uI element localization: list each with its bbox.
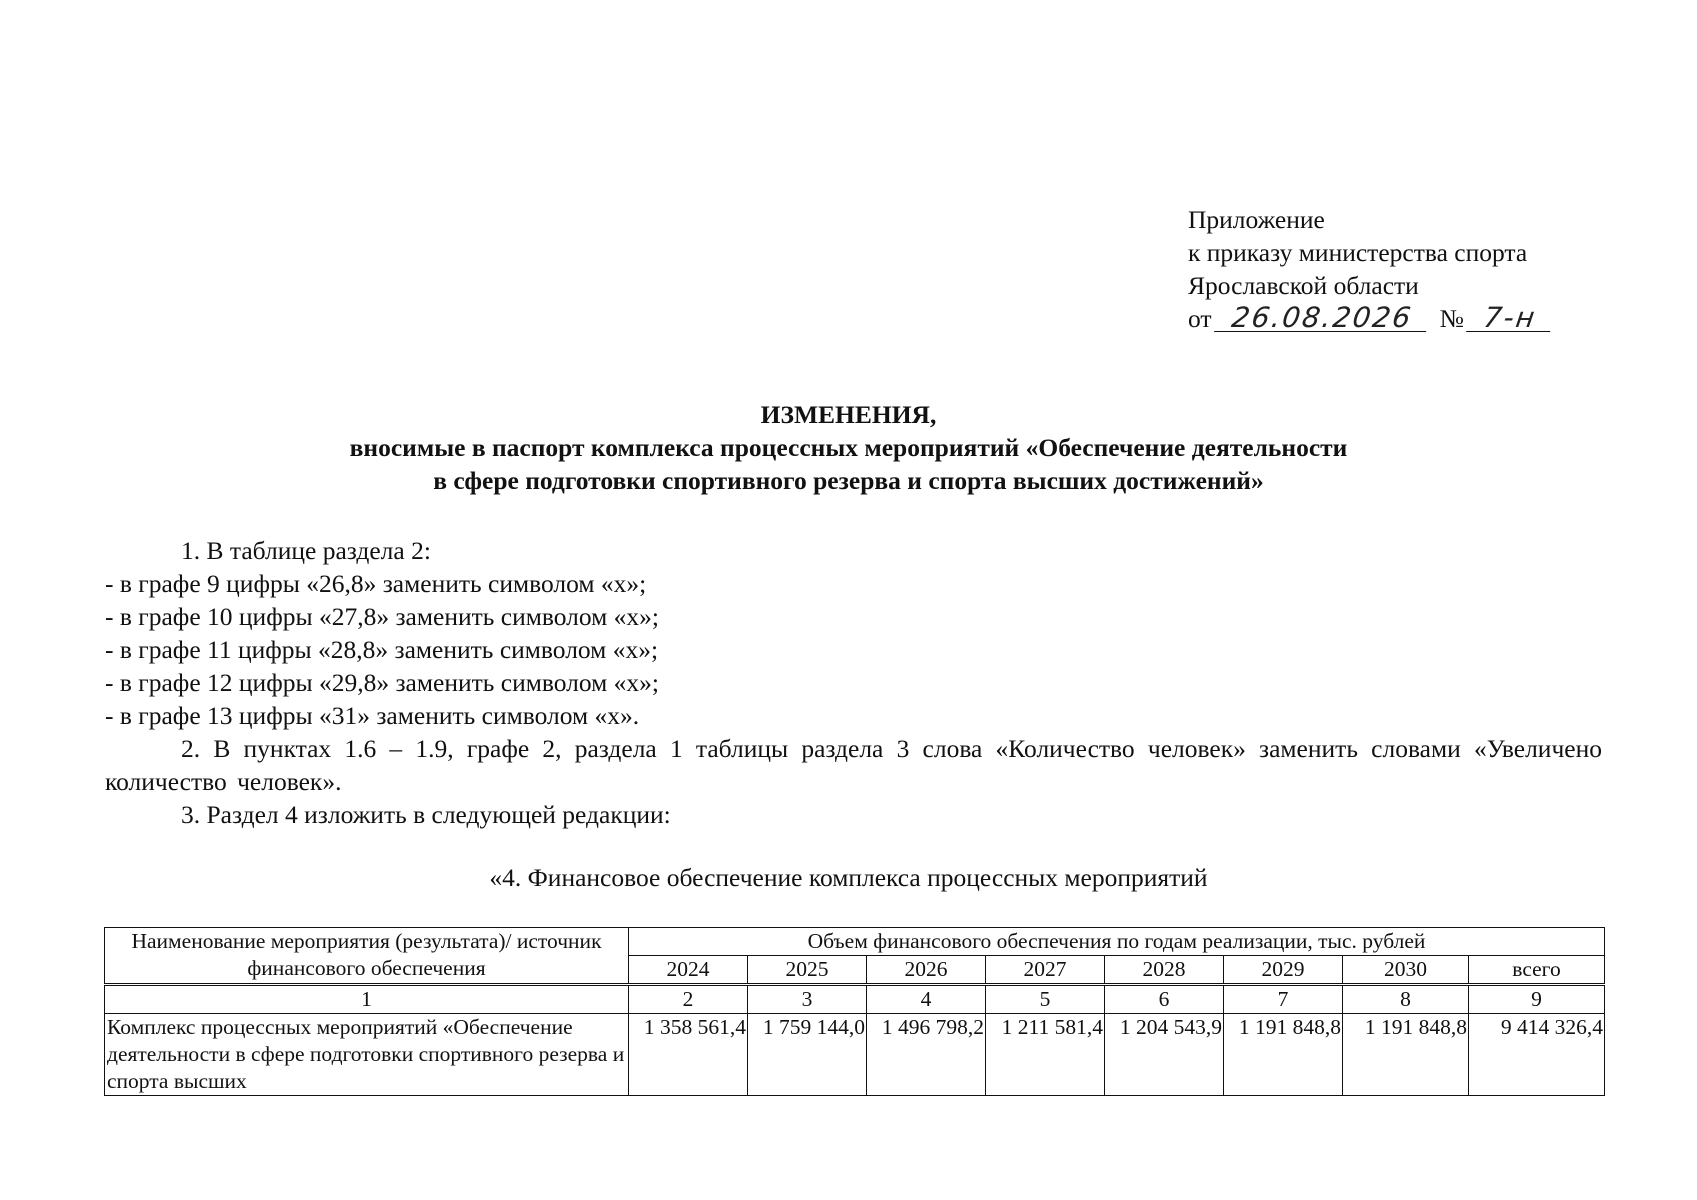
column-number: 7 bbox=[1224, 985, 1343, 1014]
column-number: 2 bbox=[629, 985, 748, 1014]
year-header: 2025 bbox=[748, 956, 867, 985]
volume-column-header: Объем финансового обеспечения по годам реализации, тыс. рублей bbox=[629, 928, 1605, 956]
list-item: - в графе 10 цифры «27,8» заменить символом «х»; bbox=[105, 602, 659, 631]
document-title bbox=[0, 398, 1697, 497]
column-number: 6 bbox=[1105, 985, 1224, 1014]
title-line-2: вносимые в паспорт комплекса процессных мероприятий «Обеспечение деятельности bbox=[349, 433, 1348, 462]
row-name: Комплекс процессных мероприятий «Обеспечение деятельности в сфере подготовки спортивного резерва и спорта высших bbox=[105, 1014, 629, 1096]
column-number: 8 bbox=[1343, 985, 1469, 1014]
column-number: 4 bbox=[867, 985, 986, 1014]
appendix-block bbox=[1188, 203, 1552, 335]
row-value: 1 211 581,4 bbox=[986, 1014, 1105, 1096]
column-numbers-row bbox=[105, 985, 1605, 1014]
list-item: - в графе 13 цифры «31» заменить символом «х». bbox=[105, 701, 640, 730]
row-value: 1 358 561,4 bbox=[629, 1014, 748, 1096]
table-header-row bbox=[105, 928, 1605, 956]
row-value: 9 414 326,4 bbox=[1469, 1014, 1605, 1096]
column-number: 3 bbox=[748, 985, 867, 1014]
handwritten-number: 7-н bbox=[1466, 305, 1554, 332]
title-line-3: в сфере подготовки спортивного резерва и спорта высших достижений» bbox=[433, 466, 1264, 495]
handwritten-date: 26.08.2026 bbox=[1214, 305, 1430, 332]
number-sign: № bbox=[1439, 304, 1464, 333]
column-number: 5 bbox=[986, 985, 1105, 1014]
appendix-line-1: Приложение bbox=[1188, 205, 1325, 234]
from-label: от bbox=[1188, 304, 1212, 333]
row-value: 1 759 144,0 bbox=[748, 1014, 867, 1096]
year-header: 2030 bbox=[1343, 956, 1469, 985]
appendix-line-3: Ярославской области bbox=[1188, 271, 1419, 300]
year-header: 2024 bbox=[629, 956, 748, 985]
column-number: 1 bbox=[105, 985, 629, 1014]
paragraph-1: 1. В таблице раздела 2: bbox=[181, 536, 431, 565]
year-header: 2028 bbox=[1105, 956, 1224, 985]
list-item: - в графе 12 цифры «29,8» заменить символом «х»; bbox=[105, 668, 659, 697]
name-column-header: Наименование мероприятия (результата)/ источник финансового обеспечения bbox=[105, 928, 629, 985]
order-date-number-row bbox=[1188, 302, 1552, 335]
appendix-line-2: к приказу министерства спорта bbox=[1188, 238, 1528, 267]
column-number: 9 bbox=[1469, 985, 1605, 1014]
row-value: 1 204 543,9 bbox=[1105, 1014, 1224, 1096]
row-value: 1 191 848,8 bbox=[1343, 1014, 1469, 1096]
list-item: - в графе 11 цифры «28,8» заменить символом «х»; bbox=[105, 635, 659, 664]
year-header: 2027 bbox=[986, 956, 1105, 985]
section-title: «4. Финансовое обеспечение комплекса процессных мероприятий bbox=[489, 863, 1208, 892]
body-text bbox=[105, 534, 1602, 831]
total-header: всего bbox=[1469, 956, 1605, 985]
paragraph-3: 3. Раздел 4 изложить в следующей редакции: bbox=[181, 800, 671, 829]
table-row bbox=[105, 1014, 1605, 1096]
year-header: 2029 bbox=[1224, 956, 1343, 985]
paragraph-2: 2. В пунктах 1.6 – 1.9, графе 2, раздела 1 таблицы раздела 3 слова «Количество человек» заменить словами «Увеличено количество человек». bbox=[105, 734, 1602, 796]
row-value: 1 496 798,2 bbox=[867, 1014, 986, 1096]
financing-table bbox=[104, 927, 1605, 1096]
row-value: 1 191 848,8 bbox=[1224, 1014, 1343, 1096]
list-item: - в графе 9 цифры «26,8» заменить символом «х»; bbox=[105, 569, 647, 598]
year-header: 2026 bbox=[867, 956, 986, 985]
title-heading: ИЗМЕНЕНИЯ, bbox=[760, 400, 937, 429]
